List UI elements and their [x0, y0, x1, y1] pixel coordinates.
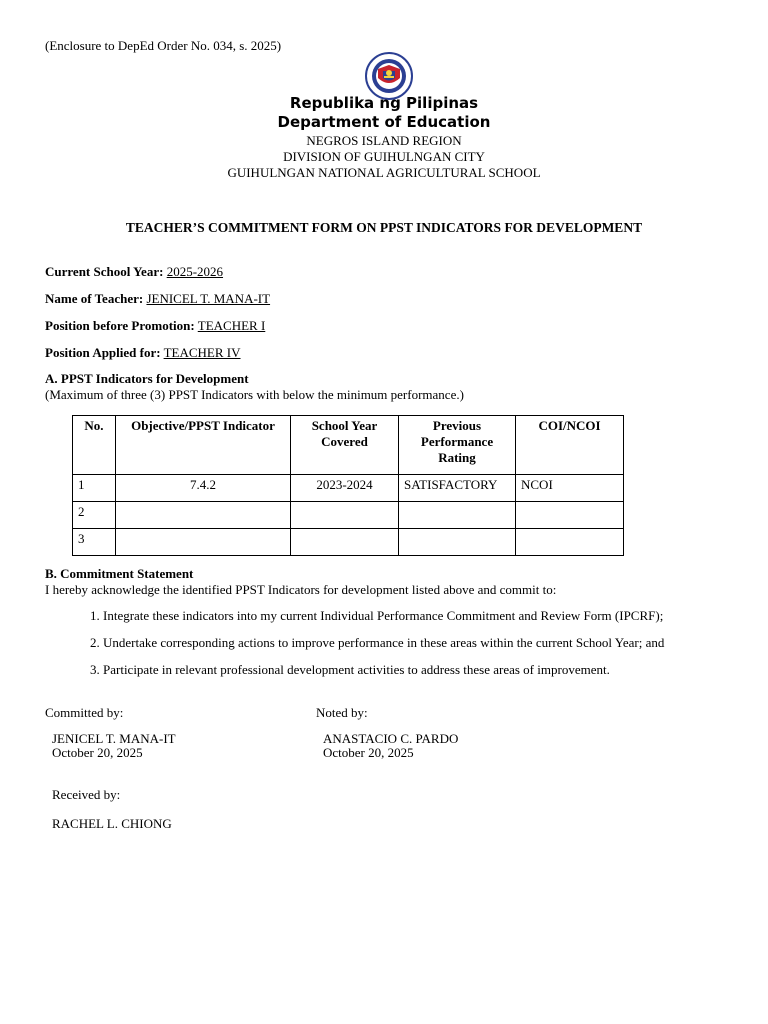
table-cell: [291, 529, 399, 556]
table-cell: 7.4.2: [116, 475, 291, 502]
table-cell: [516, 529, 624, 556]
section-a-note: (Maximum of three (3) PPST Indicators with below the minimum performance.): [45, 387, 464, 402]
committed-by-name: JENICEL T. MANA-IT: [52, 731, 176, 746]
table-cell: [399, 529, 516, 556]
field-label: Position before Promotion:: [45, 318, 195, 333]
section-b-intro: I hereby acknowledge the identified PPST Indicators for development listed above and commit to:: [45, 582, 557, 597]
column-header: Objective/PPST Indicator: [116, 416, 291, 475]
table-cell: [516, 502, 624, 529]
table-header-row: [73, 416, 624, 475]
table-row: [73, 502, 624, 529]
form-title: TEACHER’S COMMITMENT FORM ON PPST INDICATORS FOR DEVELOPMENT: [125, 220, 643, 235]
commitment-item: 1. Integrate these indicators into my current Individual Performance Commitment and Review Form (IPCRF);: [90, 608, 664, 623]
teacher-name-field: [45, 291, 270, 307]
table-cell: 1: [73, 475, 116, 502]
column-header: COI/NCOI: [516, 416, 624, 475]
table-cell: 2: [73, 502, 116, 529]
table-cell: 3: [73, 529, 116, 556]
column-header: No.: [73, 416, 116, 475]
division-line: DIVISION OF GUIHULNGAN CITY: [283, 149, 485, 164]
ppst-indicators-table: [72, 415, 624, 556]
table-cell: 2023-2024: [291, 475, 399, 502]
school-line: GUIHULNGAN NATIONAL AGRICULTURAL SCHOOL: [227, 165, 541, 180]
noted-by-date: October 20, 2025: [323, 745, 414, 760]
school-year-field: [45, 264, 223, 280]
field-label: Current School Year:: [45, 264, 164, 279]
field-value: 2025-2026: [166, 264, 224, 279]
department-heading: Department of Education: [277, 113, 491, 131]
field-value: JENICEL T. MANA-IT: [146, 291, 271, 306]
received-by-label: Received by:: [52, 787, 121, 802]
section-b-heading: B. Commitment Statement: [45, 566, 194, 581]
field-label: Position Applied for:: [45, 345, 161, 360]
section-a-heading: A. PPST Indicators for Development: [45, 371, 249, 386]
region-line: NEGROS ISLAND REGION: [306, 133, 462, 148]
position-before-field: [45, 318, 265, 334]
table-row: [73, 475, 624, 502]
table-row: [73, 529, 624, 556]
table-cell: [291, 502, 399, 529]
field-value: TEACHER I: [197, 318, 266, 333]
received-by-name: RACHEL L. CHIONG: [52, 816, 172, 831]
table-cell: [116, 529, 291, 556]
commitment-item: 3. Participate in relevant professional development activities to address these areas of improvement.: [90, 662, 610, 677]
table-cell: SATISFACTORY: [399, 475, 516, 502]
enclosure-note: (Enclosure to DepEd Order No. 034, s. 2025): [45, 38, 282, 53]
field-value: TEACHER IV: [163, 345, 241, 360]
noted-by-label: Noted by:: [316, 705, 368, 720]
column-header: School Year Covered: [291, 416, 399, 475]
republic-heading: Republika ng Pilipinas: [289, 94, 479, 112]
noted-by-name: ANASTACIO C. PARDO: [323, 731, 459, 746]
committed-by-label: Committed by:: [45, 705, 124, 720]
commitment-list: [90, 602, 664, 683]
column-header: Previous Performance Rating: [399, 416, 516, 475]
deped-seal-icon: [362, 52, 416, 100]
position-applied-field: [45, 345, 241, 361]
table-cell: [116, 502, 291, 529]
table-cell: NCOI: [516, 475, 624, 502]
field-label: Name of Teacher:: [45, 291, 144, 306]
commitment-item: 2. Undertake corresponding actions to improve performance in these areas within the current School Year; and: [90, 635, 665, 650]
table-cell: [399, 502, 516, 529]
committed-by-date: October 20, 2025: [52, 745, 143, 760]
